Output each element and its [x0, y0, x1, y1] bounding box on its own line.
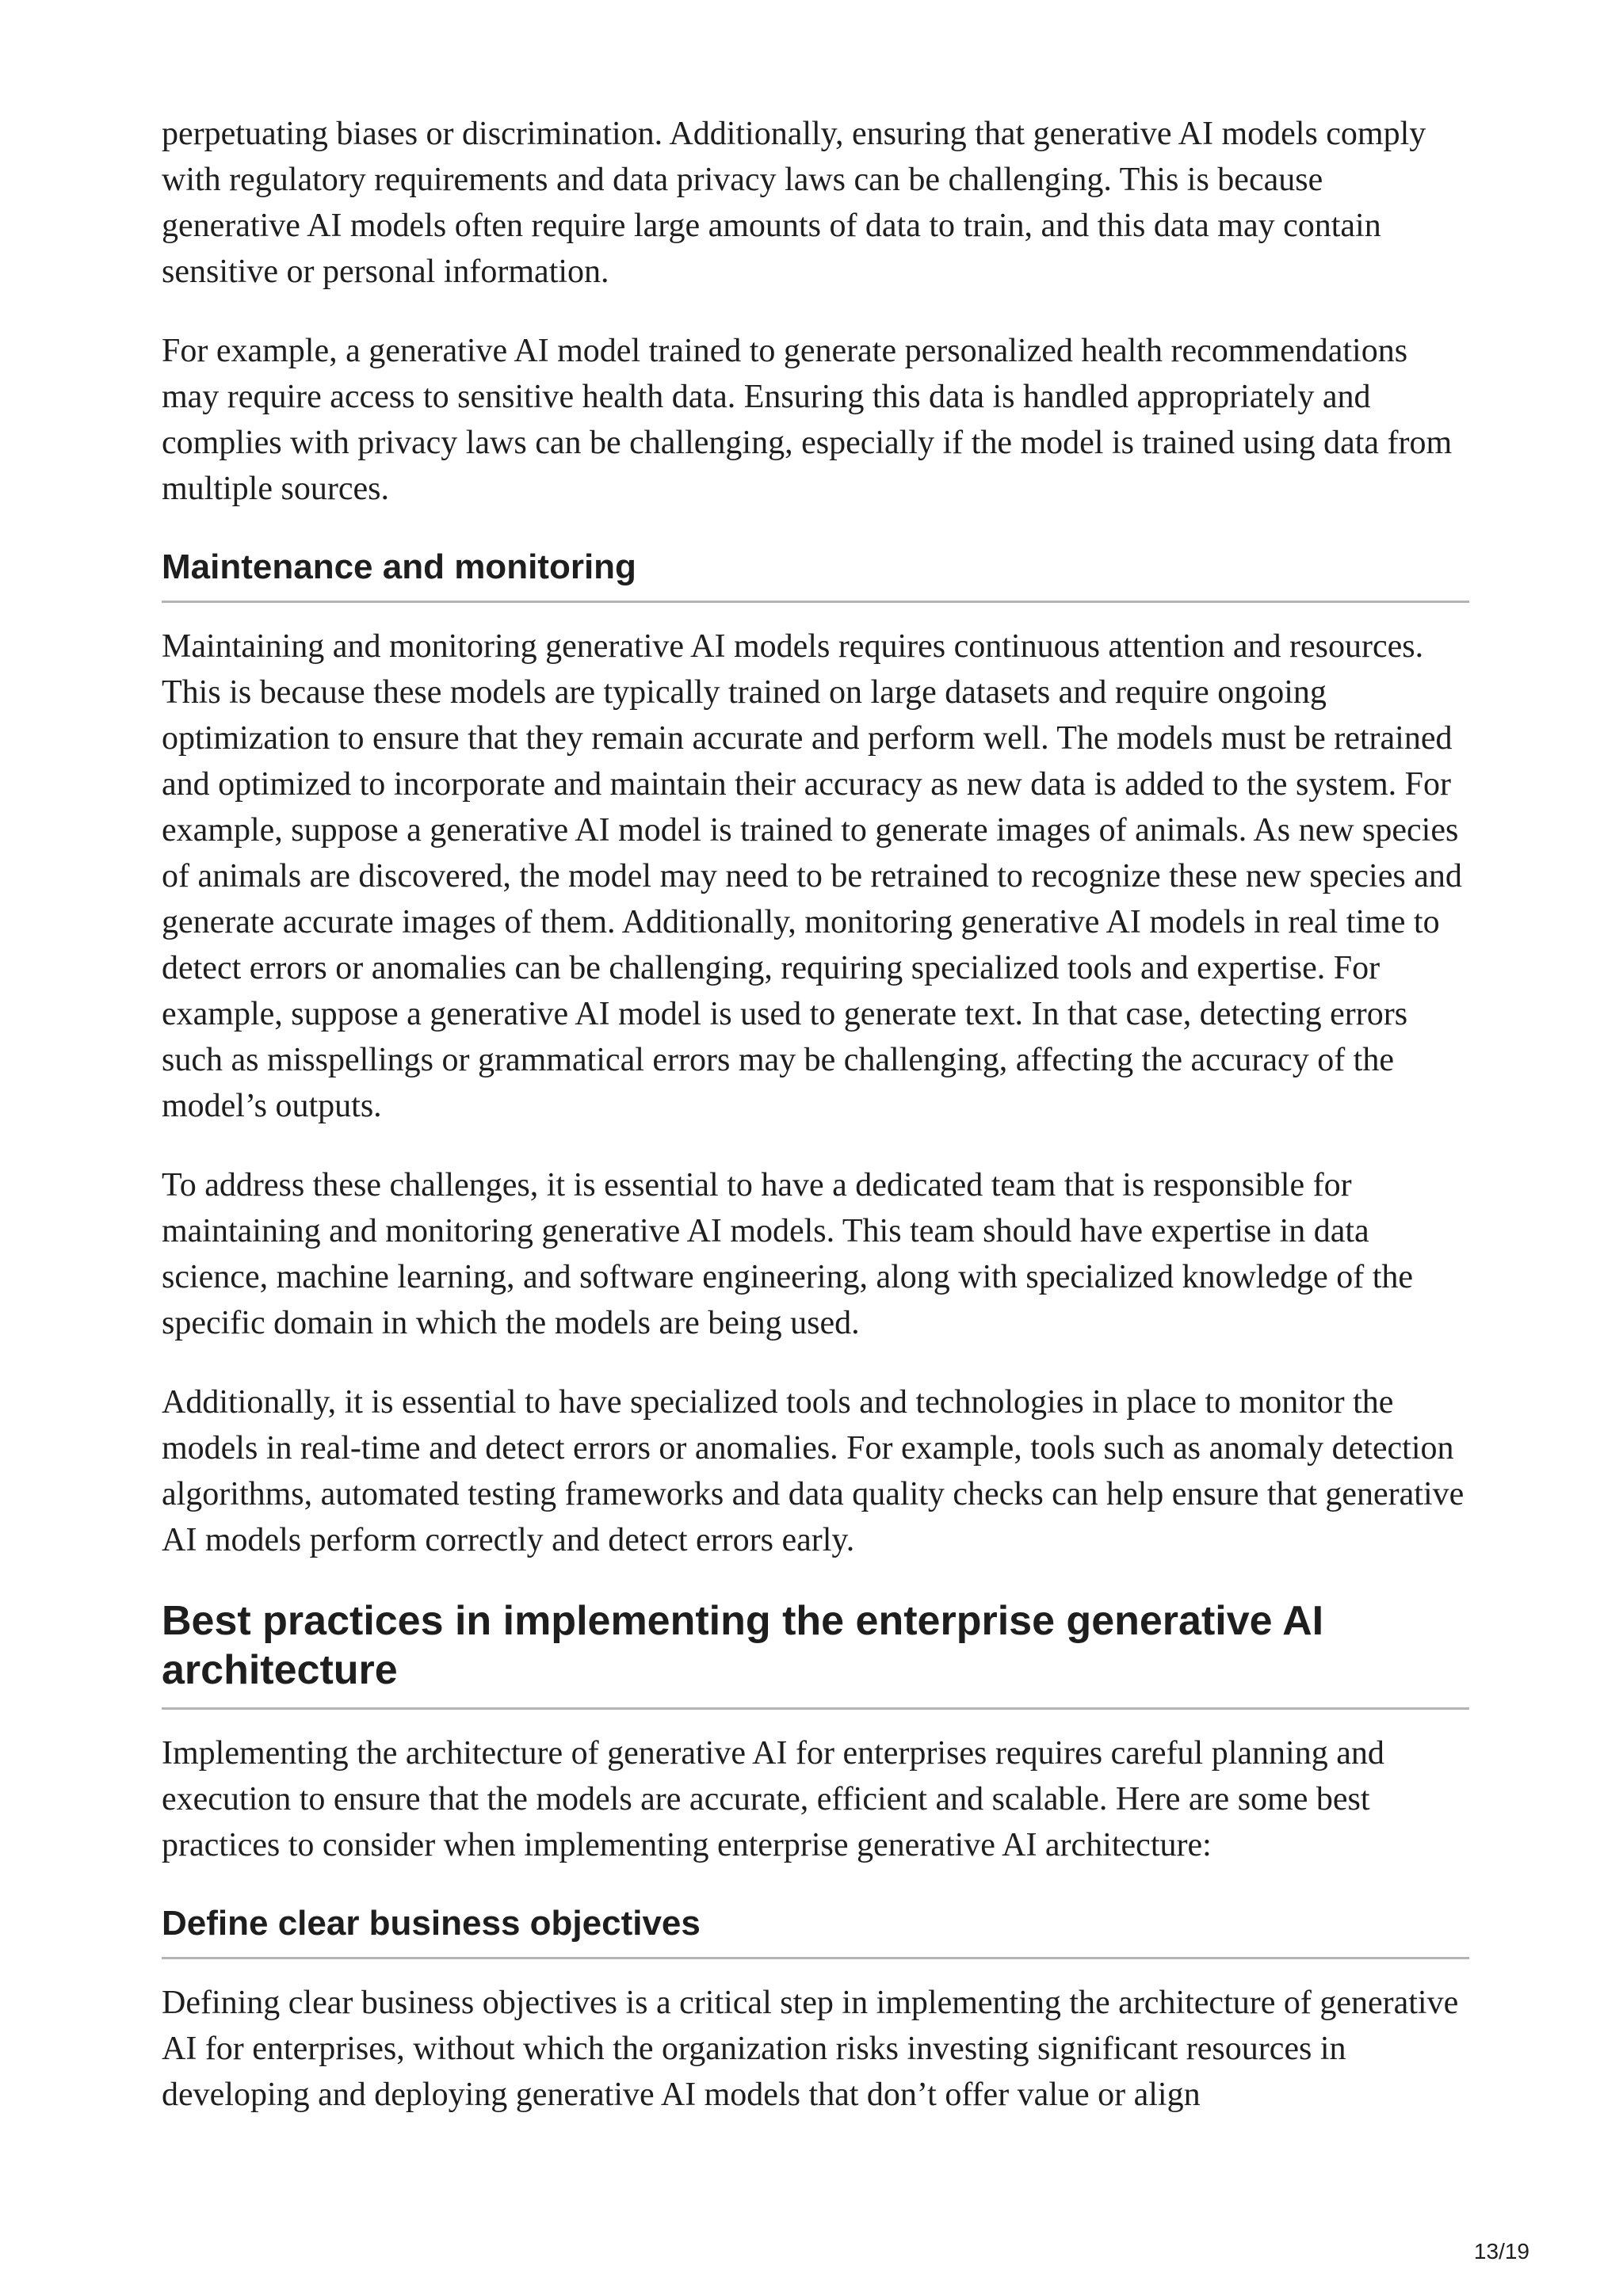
page-number: 13/19	[1473, 2239, 1529, 2264]
section-maintenance-header	[162, 545, 1469, 603]
section-heading: Define clear business objectives	[162, 1901, 1469, 1959]
section-heading: Best practices in implementing the enterprise generative AI architecture	[162, 1596, 1469, 1710]
section-best-practices-header	[162, 1596, 1469, 1710]
body-paragraph: Maintaining and monitoring generative AI models requires continuous attention and resources. This is because these models are typically trained on large datasets and require ongoing optimization to ensure that they remain accurate and perform well. The models must be retrained and optimized to incorporate and maintain their accuracy as new data is added to the system. For example, suppose a generative AI model is trained to generate images of animals. As new species of animals are discovered, the model may need to be retrained to recognize these new species and generate accurate images of them. Additionally, monitoring generative AI models in real time to detect errors or anomalies can be challenging, requiring specialized tools and expertise. For example, suppose a generative AI model is used to generate text. In that case, detecting errors such as misspellings or grammatical errors may be challenging, affecting the accuracy of the model’s outputs.	[162, 628, 1462, 1124]
body-paragraph: Additionally, it is essential to have specialized tools and technologies in place to monitor the models in real-time and detect errors or anomalies. For example, tools such as anomaly detection algorithms, automated testing frameworks and data quality checks can help ensure that generative AI models perform correctly and detect errors early.	[162, 1384, 1465, 1558]
body-paragraph: Implementing the architecture of generative AI for enterprises requires careful planning and execution to ensure that the models are accurate, efficient and scalable. Here are some best practices to consider when implementing enterprise generative AI architecture:	[162, 1735, 1384, 1863]
body-paragraph: Defining clear business objectives is a critical step in implementing the architecture of generative AI for enterprises, without which the organization risks investing significant resources in developing and deploying generative AI models that don’t offer value or align	[162, 1985, 1459, 2113]
document-page	[162, 111, 1469, 2151]
body-paragraph: To address these challenges, it is essential to have a dedicated team that is responsible for maintaining and monitoring generative AI models. This team should have expertise in data science, machine learning, and software engineering, along with specialized knowledge of the specific domain in which the models are being used.	[162, 1167, 1414, 1341]
body-paragraph: For example, a generative AI model trained to generate personalized health recommendations may require access to sensitive health data. Ensuring this data is handled appropriately and complies with privacy laws can be challenging, especially if the model is trained using data from multiple sources.	[162, 333, 1453, 507]
body-paragraph: perpetuating biases or discrimination. Additionally, ensuring that generative AI models comply with regulatory requirements and data privacy laws can be challenging. This is because generative AI models often require large amounts of data to train, and this data may contain sensitive or personal information.	[162, 116, 1426, 290]
section-objectives-header	[162, 1901, 1469, 1959]
section-heading: Maintenance and monitoring	[162, 545, 1469, 603]
